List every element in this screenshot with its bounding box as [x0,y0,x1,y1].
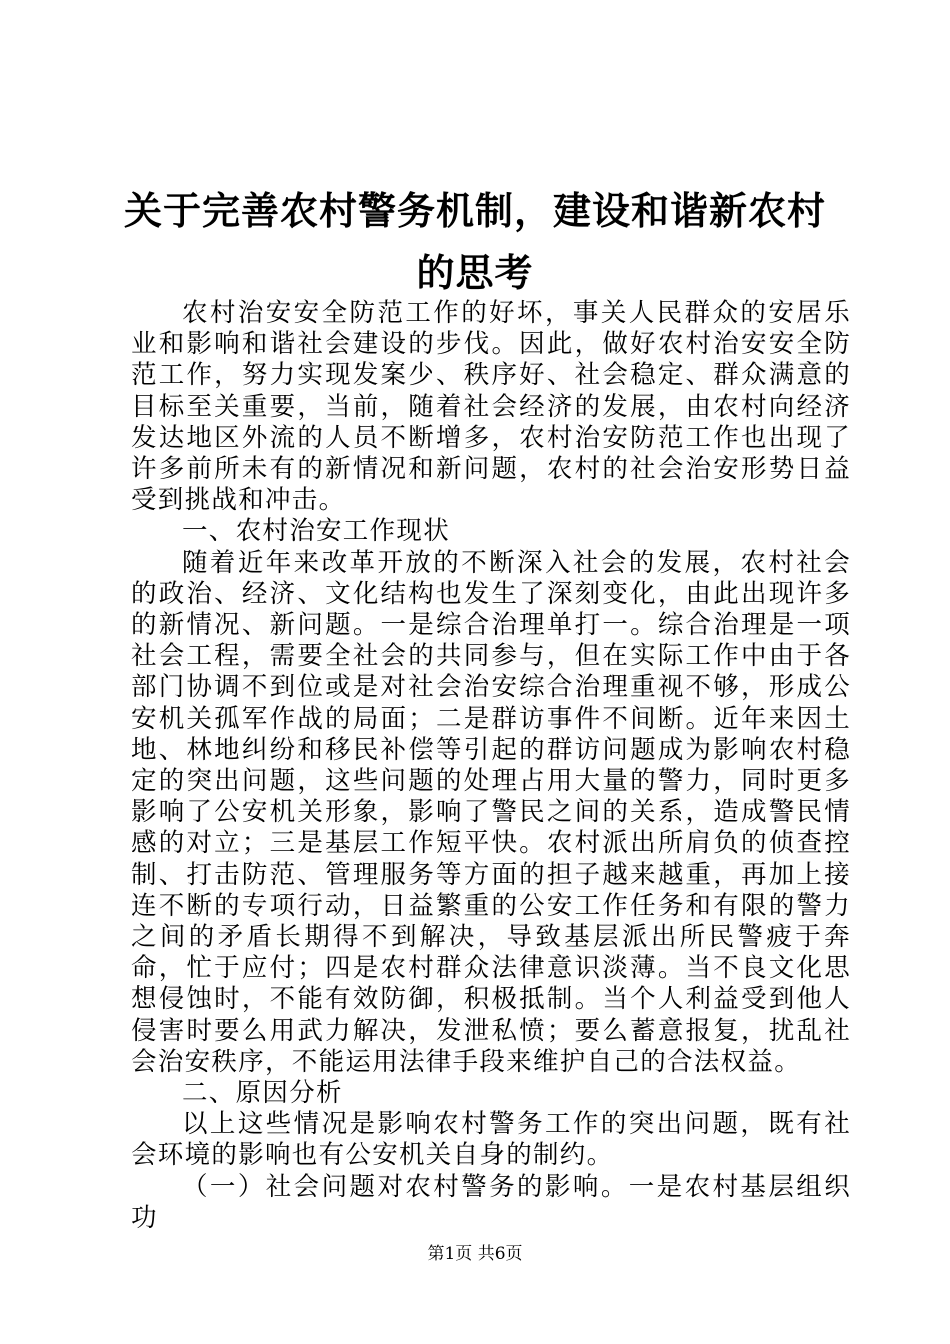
paragraph-analysis: 以上这些情况是影响农村警务工作的突出问题，既有社会环境的影响也有公安机关自身的制约。 [131,1109,851,1171]
document-body [131,298,851,1234]
document-title: 关于完善农村警务机制，建设和谐新农村的思考 [123,188,826,295]
section-heading-analysis: 二、原因分析 [182,1078,343,1109]
paragraph-subsection-1: （一）社会问题对农村警务的影响。一是农村基层组织功 [131,1171,851,1233]
section-heading-status: 一、农村治安工作现状 [182,516,451,547]
paragraph-status: 随着近年来改革开放的不断深入社会的发展，农村社会的政治、经济、文化结构也发生了深刻变化，由此出现许多的新情况、新问题。一是综合治理单打一。综合治理是一项社会工程，需要全社会的共同参与，但在实际工作中由于各部门协调不到位或是对社会治安综合治理重视不够，形成公安机关孤军作战的局面；二是群访事件不间断。近年来因土地、林地纠纷和移民补偿等引起的群访问题成为影响农村稳定的突出问题，这些问题的处理占用大量的警力，同时更多影响了公安机关形象，影响了警民之间的关系，造成警民情感的对立；三是基层工作短平快。农村派出所肩负的侦查控制、打击防范、管理服务等方面的担子越来越重，再加上接连不断的专项行动，日益繁重的公安工作任务和有限的警力之间的矛盾长期得不到解决，导致基层派出所民警疲于奔命，忙于应付；四是农村群众法律意识淡薄。当不良文化思想侵蚀时，不能有效防御，积极抵制。当个人利益受到他人侵害时要么用武力解决，发泄私愤；要么蓄意报复，扰乱社会治安秩序，不能运用法律手段来维护自己的合法权益。 [131,547,851,1077]
page-footer: 第1页 共6页 [427,1244,523,1264]
paragraph-intro: 农村治安安全防范工作的好坏，事关人民群众的安居乐业和影响和谐社会建设的步伐。因此，做好农村治安安全防范工作，努力实现发案少、秩序好、社会稳定、群众满意的目标至关重要，当前，随着社会经济的发展，由农村向经济发达地区外流的人员不断增多，农村治安防范工作也出现了许多前所未有的新情况和新问题，农村的社会治安形势日益受到挑战和冲击。 [131,298,851,516]
